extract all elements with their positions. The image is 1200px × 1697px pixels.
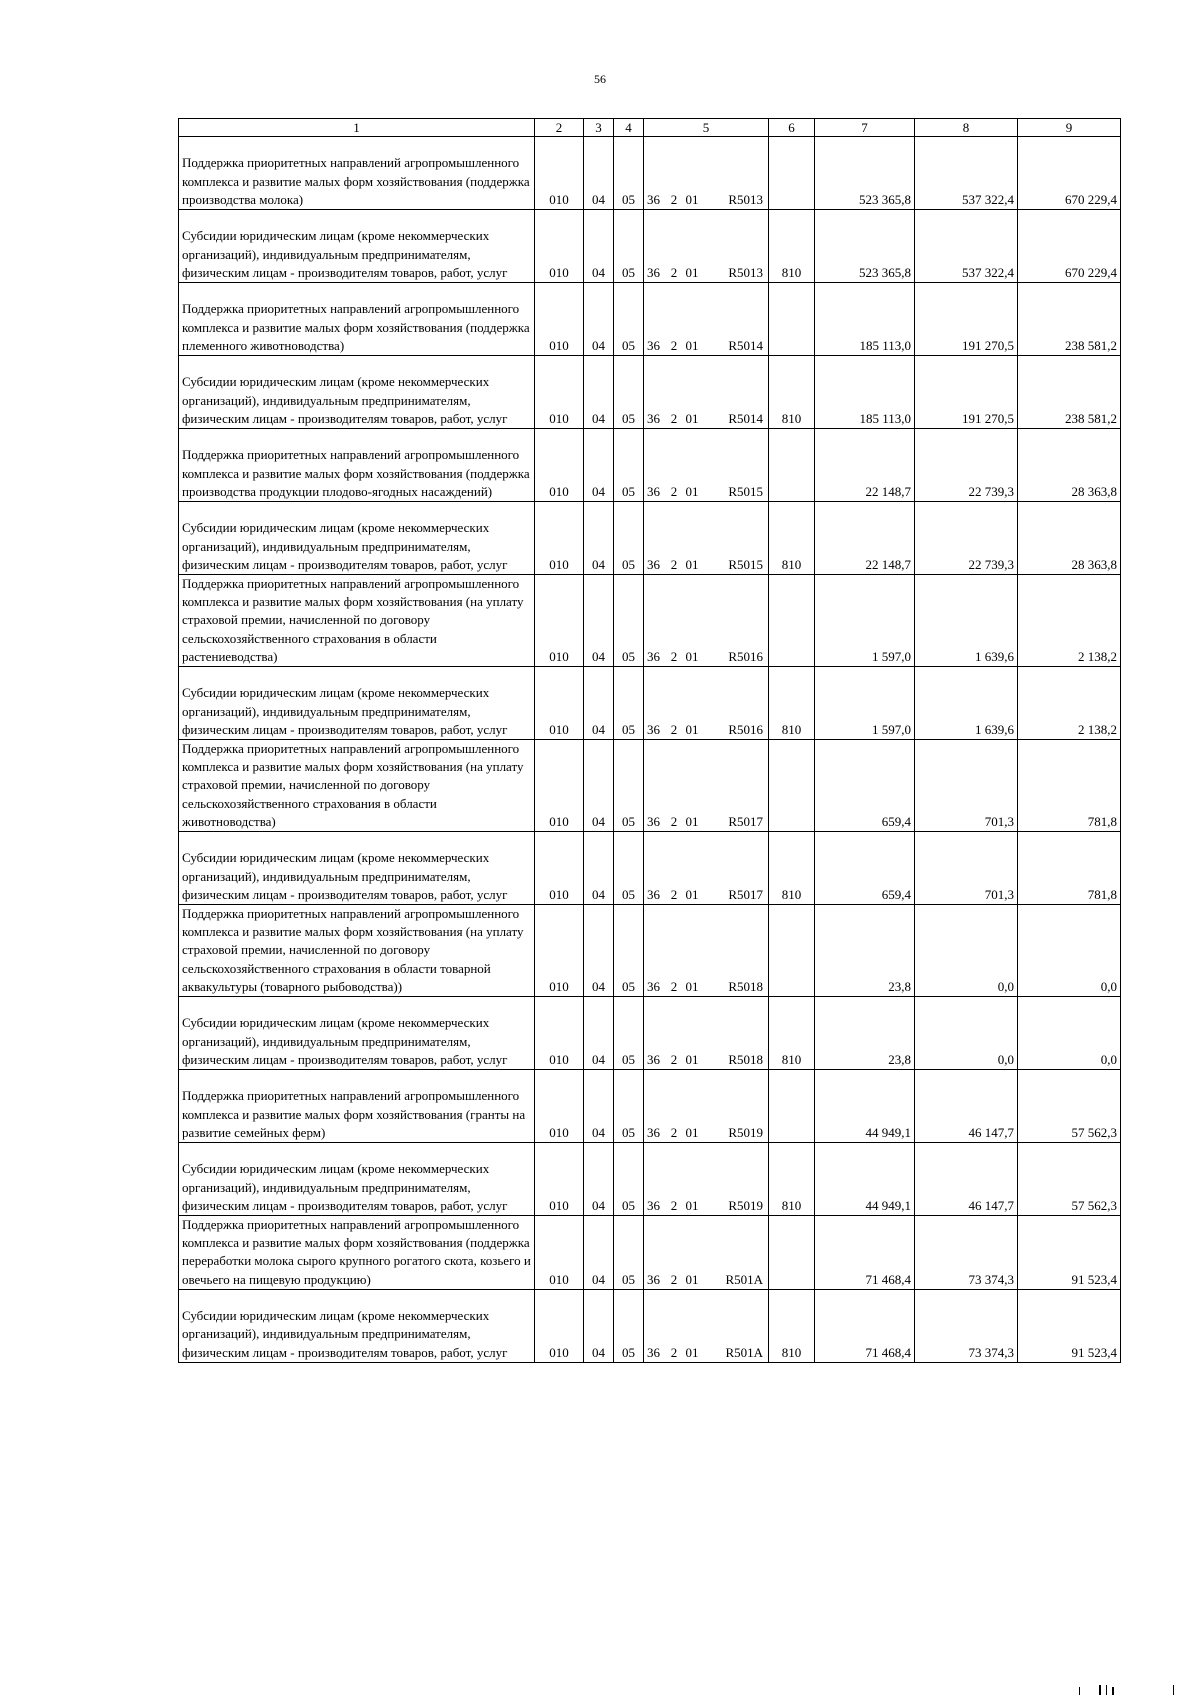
program-code: 36 <box>647 648 660 664</box>
amount-col-9: 670 229,4 <box>1018 210 1121 283</box>
amount-col-8: 46 147,7 <box>915 1143 1018 1216</box>
section-code: 04 <box>584 429 614 502</box>
amount-col-7: 1 597,0 <box>815 667 915 740</box>
direction-code: R5013 <box>728 191 763 207</box>
expense-type-code <box>769 905 815 997</box>
table-row <box>179 1070 1121 1143</box>
event-code: 01 <box>685 483 699 499</box>
amount-col-9: 670 229,4 <box>1018 137 1121 210</box>
ministry-code: 010 <box>535 1289 584 1362</box>
amount-col-7: 185 113,0 <box>815 283 915 356</box>
section-code: 04 <box>584 575 614 667</box>
expense-type-code: 810 <box>769 210 815 283</box>
table-row <box>179 356 1121 429</box>
subprogram-code: 2 <box>670 410 678 426</box>
table-row <box>179 740 1121 832</box>
target-article <box>644 356 769 429</box>
amount-col-9: 781,8 <box>1018 740 1121 832</box>
event-code: 01 <box>685 1197 699 1213</box>
column-number-header <box>179 119 1121 137</box>
subsection-code: 05 <box>614 667 644 740</box>
expense-type-code: 810 <box>769 502 815 575</box>
budget-table <box>178 118 1121 1363</box>
ministry-code: 010 <box>535 1216 584 1290</box>
target-article <box>644 429 769 502</box>
expense-type-code: 810 <box>769 832 815 905</box>
subsection-code: 05 <box>614 137 644 210</box>
direction-code: R5019 <box>728 1124 763 1140</box>
subprogram-code: 2 <box>670 1124 678 1140</box>
ministry-code: 010 <box>535 997 584 1070</box>
program-code: 36 <box>647 1124 660 1140</box>
section-code: 04 <box>584 1289 614 1362</box>
amount-col-7: 523 365,8 <box>815 137 915 210</box>
row-name: Поддержка приоритетных направлений агропромышленного комплекса и развитие малых форм хозяйствования (на уплату страховой премии, начисленной по договору сельскохозяйственного страхования в области товарной аквакультуры (товарного рыбоводства)) <box>179 905 535 997</box>
subsection-code: 05 <box>614 1289 644 1362</box>
row-name: Субсидии юридическим лицам (кроме некоммерческих организаций), индивидуальным предпринимателям, физическим лицам - производителям товаров, работ, услуг <box>179 1289 535 1362</box>
program-code: 36 <box>647 721 660 737</box>
ministry-code: 010 <box>535 832 584 905</box>
amount-col-7: 44 949,1 <box>815 1070 915 1143</box>
amount-col-7: 1 597,0 <box>815 575 915 667</box>
subprogram-code: 2 <box>670 337 678 353</box>
program-code: 36 <box>647 483 660 499</box>
section-code: 04 <box>584 1216 614 1290</box>
ministry-code: 010 <box>535 283 584 356</box>
subprogram-code: 2 <box>670 648 678 664</box>
section-code: 04 <box>584 1143 614 1216</box>
ministry-code: 010 <box>535 740 584 832</box>
amount-col-7: 23,8 <box>815 905 915 997</box>
column-header: 2 <box>535 119 584 137</box>
amount-col-8: 701,3 <box>915 740 1018 832</box>
table-row <box>179 905 1121 997</box>
event-code: 01 <box>685 191 699 207</box>
column-header: 5 <box>644 119 769 137</box>
amount-col-9: 238 581,2 <box>1018 283 1121 356</box>
event-code: 01 <box>685 337 699 353</box>
row-name: Поддержка приоритетных направлений агропромышленного комплекса и развитие малых форм хозяйствования (поддержка племенного животноводства) <box>179 283 535 356</box>
table-row <box>179 667 1121 740</box>
amount-col-7: 23,8 <box>815 997 915 1070</box>
section-code: 04 <box>584 905 614 997</box>
amount-col-8: 191 270,5 <box>915 283 1018 356</box>
amount-col-9: 238 581,2 <box>1018 356 1121 429</box>
amount-col-9: 28 363,8 <box>1018 429 1121 502</box>
subprogram-code: 2 <box>670 191 678 207</box>
amount-col-7: 523 365,8 <box>815 210 915 283</box>
direction-code: R501A <box>725 1344 763 1360</box>
table-row <box>179 502 1121 575</box>
amount-col-8: 191 270,5 <box>915 356 1018 429</box>
event-code: 01 <box>685 410 699 426</box>
expense-type-code <box>769 740 815 832</box>
section-code: 04 <box>584 740 614 832</box>
amount-col-8: 0,0 <box>915 997 1018 1070</box>
amount-col-7: 44 949,1 <box>815 1143 915 1216</box>
amount-col-7: 22 148,7 <box>815 429 915 502</box>
event-code: 01 <box>685 648 699 664</box>
amount-col-7: 659,4 <box>815 740 915 832</box>
program-code: 36 <box>647 1344 660 1360</box>
row-name: Субсидии юридическим лицам (кроме некоммерческих организаций), индивидуальным предпринимателям, физическим лицам - производителям товаров, работ, услуг <box>179 1143 535 1216</box>
table-row <box>179 283 1121 356</box>
expense-type-code <box>769 1070 815 1143</box>
subsection-code: 05 <box>614 283 644 356</box>
table-row <box>179 137 1121 210</box>
column-header: 1 <box>179 119 535 137</box>
target-article <box>644 1143 769 1216</box>
expense-type-code <box>769 429 815 502</box>
table-row <box>179 1289 1121 1362</box>
subprogram-code: 2 <box>670 1197 678 1213</box>
ministry-code: 010 <box>535 1143 584 1216</box>
direction-code: R5013 <box>728 264 763 280</box>
row-name: Субсидии юридическим лицам (кроме некоммерческих организаций), индивидуальным предпринимателям, физическим лицам - производителям товаров, работ, услуг <box>179 832 535 905</box>
table-body <box>179 137 1121 1363</box>
ministry-code: 010 <box>535 575 584 667</box>
table-row <box>179 832 1121 905</box>
direction-code: R5015 <box>728 556 763 572</box>
row-name: Субсидии юридическим лицам (кроме некоммерческих организаций), индивидуальным предпринимателям, физическим лицам - производителям товаров, работ, услуг <box>179 210 535 283</box>
amount-col-7: 659,4 <box>815 832 915 905</box>
amount-col-7: 71 468,4 <box>815 1216 915 1290</box>
ministry-code: 010 <box>535 137 584 210</box>
amount-col-9: 91 523,4 <box>1018 1289 1121 1362</box>
direction-code: R5018 <box>728 1051 763 1067</box>
target-article <box>644 137 769 210</box>
program-code: 36 <box>647 1197 660 1213</box>
ministry-code: 010 <box>535 1070 584 1143</box>
direction-code: R5016 <box>728 721 763 737</box>
section-code: 04 <box>584 283 614 356</box>
program-code: 36 <box>647 556 660 572</box>
target-article <box>644 997 769 1070</box>
table-row <box>179 997 1121 1070</box>
section-code: 04 <box>584 137 614 210</box>
expense-type-code: 810 <box>769 1289 815 1362</box>
table-row <box>179 210 1121 283</box>
expense-type-code <box>769 137 815 210</box>
program-code: 36 <box>647 337 660 353</box>
event-code: 01 <box>685 1344 699 1360</box>
row-name: Поддержка приоритетных направлений агропромышленного комплекса и развитие малых форм хозяйствования (на уплату страховой премии, начисленной по договору сельскохозяйственного страхования в области животноводства) <box>179 740 535 832</box>
program-code: 36 <box>647 813 660 829</box>
section-code: 04 <box>584 356 614 429</box>
expense-type-code: 810 <box>769 667 815 740</box>
amount-col-8: 537 322,4 <box>915 210 1018 283</box>
ministry-code: 010 <box>535 502 584 575</box>
amount-col-8: 73 374,3 <box>915 1289 1018 1362</box>
amount-col-7: 185 113,0 <box>815 356 915 429</box>
amount-col-7: 71 468,4 <box>815 1289 915 1362</box>
amount-col-9: 2 138,2 <box>1018 667 1121 740</box>
subprogram-code: 2 <box>670 721 678 737</box>
subprogram-code: 2 <box>670 483 678 499</box>
table-row <box>179 575 1121 667</box>
event-code: 01 <box>685 264 699 280</box>
column-header: 6 <box>769 119 815 137</box>
target-article <box>644 575 769 667</box>
subprogram-code: 2 <box>670 264 678 280</box>
program-code: 36 <box>647 978 660 994</box>
subsection-code: 05 <box>614 740 644 832</box>
program-code: 36 <box>647 1051 660 1067</box>
expense-type-code <box>769 1216 815 1290</box>
row-name: Поддержка приоритетных направлений агропромышленного комплекса и развитие малых форм хозяйствования (поддержка производства продукции плодово-ягодных насаждений) <box>179 429 535 502</box>
subsection-code: 05 <box>614 997 644 1070</box>
subsection-code: 05 <box>614 502 644 575</box>
program-code: 36 <box>647 410 660 426</box>
row-name: Поддержка приоритетных направлений агропромышленного комплекса и развитие малых форм хозяйствования (поддержка переработки молока сырого крупного рогатого скота, козьего и овечьего на пищевую продукцию) <box>179 1216 535 1290</box>
subsection-code: 05 <box>614 832 644 905</box>
column-header: 8 <box>915 119 1018 137</box>
target-article <box>644 740 769 832</box>
program-code: 36 <box>647 264 660 280</box>
event-code: 01 <box>685 556 699 572</box>
expense-type-code <box>769 575 815 667</box>
column-header: 3 <box>584 119 614 137</box>
section-code: 04 <box>584 210 614 283</box>
expense-type-code: 810 <box>769 997 815 1070</box>
table-row <box>179 429 1121 502</box>
target-article <box>644 210 769 283</box>
subsection-code: 05 <box>614 210 644 283</box>
amount-col-9: 2 138,2 <box>1018 575 1121 667</box>
direction-code: R5019 <box>728 1197 763 1213</box>
amount-col-8: 73 374,3 <box>915 1216 1018 1290</box>
target-article <box>644 1216 769 1290</box>
subprogram-code: 2 <box>670 813 678 829</box>
amount-col-9: 0,0 <box>1018 905 1121 997</box>
section-code: 04 <box>584 832 614 905</box>
event-code: 01 <box>685 1051 699 1067</box>
subsection-code: 05 <box>614 1216 644 1290</box>
amount-col-9: 0,0 <box>1018 997 1121 1070</box>
amount-col-9: 91 523,4 <box>1018 1216 1121 1290</box>
amount-col-9: 57 562,3 <box>1018 1143 1121 1216</box>
table-row <box>179 1143 1121 1216</box>
target-article <box>644 1289 769 1362</box>
amount-col-8: 22 739,3 <box>915 502 1018 575</box>
ministry-code: 010 <box>535 210 584 283</box>
row-name: Поддержка приоритетных направлений агропромышленного комплекса и развитие малых форм хозяйствования (на уплату страховой премии, начисленной по договору сельскохозяйственного страхования в области растениеводства) <box>179 575 535 667</box>
section-code: 04 <box>584 502 614 575</box>
amount-col-8: 1 639,6 <box>915 575 1018 667</box>
subsection-code: 05 <box>614 429 644 502</box>
column-header: 9 <box>1018 119 1121 137</box>
section-code: 04 <box>584 997 614 1070</box>
program-code: 36 <box>647 191 660 207</box>
subprogram-code: 2 <box>670 1051 678 1067</box>
section-code: 04 <box>584 1070 614 1143</box>
direction-code: R5015 <box>728 483 763 499</box>
program-code: 36 <box>647 1271 660 1287</box>
event-code: 01 <box>685 813 699 829</box>
ministry-code: 010 <box>535 667 584 740</box>
expense-type-code: 810 <box>769 1143 815 1216</box>
amount-col-8: 537 322,4 <box>915 137 1018 210</box>
row-name: Субсидии юридическим лицам (кроме некоммерческих организаций), индивидуальным предпринимателям, физическим лицам - производителям товаров, работ, услуг <box>179 356 535 429</box>
amount-col-9: 28 363,8 <box>1018 502 1121 575</box>
ministry-code: 010 <box>535 429 584 502</box>
amount-col-8: 46 147,7 <box>915 1070 1018 1143</box>
row-name: Поддержка приоритетных направлений агропромышленного комплекса и развитие малых форм хозяйствования (гранты на развитие семейных ферм) <box>179 1070 535 1143</box>
subprogram-code: 2 <box>670 1344 678 1360</box>
amount-col-8: 0,0 <box>915 905 1018 997</box>
direction-code: R5017 <box>728 813 763 829</box>
amount-col-8: 701,3 <box>915 832 1018 905</box>
column-header: 4 <box>614 119 644 137</box>
direction-code: R5016 <box>728 648 763 664</box>
event-code: 01 <box>685 1271 699 1287</box>
row-name: Поддержка приоритетных направлений агропромышленного комплекса и развитие малых форм хозяйствования (поддержка производства молока) <box>179 137 535 210</box>
event-code: 01 <box>685 1124 699 1140</box>
subsection-code: 05 <box>614 575 644 667</box>
event-code: 01 <box>685 721 699 737</box>
row-name: Субсидии юридическим лицам (кроме некоммерческих организаций), индивидуальным предпринимателям, физическим лицам - производителям товаров, работ, услуг <box>179 502 535 575</box>
event-code: 01 <box>685 886 699 902</box>
amount-col-8: 22 739,3 <box>915 429 1018 502</box>
page-number: 56 <box>594 72 606 86</box>
target-article <box>644 905 769 997</box>
subsection-code: 05 <box>614 356 644 429</box>
ministry-code: 010 <box>535 356 584 429</box>
target-article <box>644 832 769 905</box>
subprogram-code: 2 <box>670 1271 678 1287</box>
subprogram-code: 2 <box>670 978 678 994</box>
target-article <box>644 502 769 575</box>
subsection-code: 05 <box>614 1143 644 1216</box>
row-name: Субсидии юридическим лицам (кроме некоммерческих организаций), индивидуальным предпринимателям, физическим лицам - производителям товаров, работ, услуг <box>179 667 535 740</box>
subsection-code: 05 <box>614 905 644 997</box>
column-header: 7 <box>815 119 915 137</box>
amount-col-7: 22 148,7 <box>815 502 915 575</box>
scan-marks <box>1079 1679 1175 1695</box>
target-article <box>644 1070 769 1143</box>
section-code: 04 <box>584 667 614 740</box>
row-name: Субсидии юридическим лицам (кроме некоммерческих организаций), индивидуальным предпринимателям, физическим лицам - производителям товаров, работ, услуг <box>179 997 535 1070</box>
event-code: 01 <box>685 978 699 994</box>
target-article <box>644 283 769 356</box>
subprogram-code: 2 <box>670 556 678 572</box>
direction-code: R5014 <box>728 337 763 353</box>
subsection-code: 05 <box>614 1070 644 1143</box>
ministry-code: 010 <box>535 905 584 997</box>
program-code: 36 <box>647 886 660 902</box>
expense-type-code <box>769 283 815 356</box>
table-row <box>179 1216 1121 1290</box>
amount-col-8: 1 639,6 <box>915 667 1018 740</box>
direction-code: R5017 <box>728 886 763 902</box>
direction-code: R501A <box>725 1271 763 1287</box>
amount-col-9: 57 562,3 <box>1018 1070 1121 1143</box>
subprogram-code: 2 <box>670 886 678 902</box>
amount-col-9: 781,8 <box>1018 832 1121 905</box>
direction-code: R5018 <box>728 978 763 994</box>
expense-type-code: 810 <box>769 356 815 429</box>
target-article <box>644 667 769 740</box>
direction-code: R5014 <box>728 410 763 426</box>
